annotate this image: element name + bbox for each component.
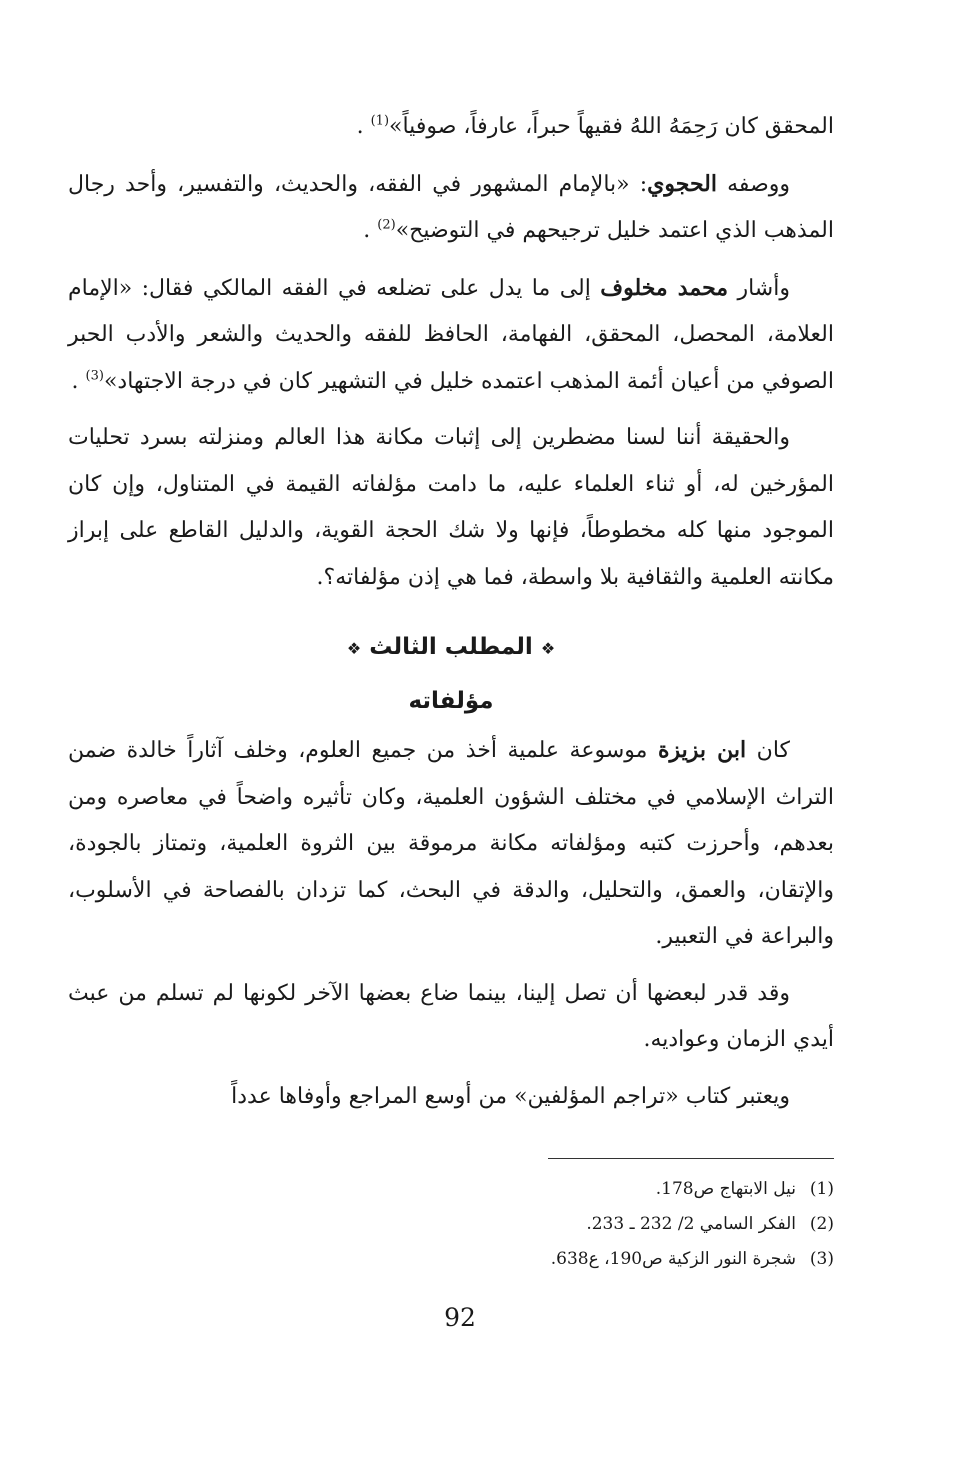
- paragraph-2-text: : «بالإمام المشهور في الفقه، والحديث، والتفسير، وأحد رجال المذهب الذي اعتمد خليل ترجيحهم في التوضيح»: [68, 171, 834, 243]
- footnote-ref-3[interactable]: (3): [85, 368, 104, 384]
- footnote-ref-1[interactable]: (1): [370, 113, 390, 129]
- paragraph-5-text: موسوعة علمية أخذ من جميع العلوم، وخلف آثاراً خالدة ضمن التراث الإسلامي في مختلف الشؤون العلمية، وكان تأثيره واضحاً في معاصره ومن بعدهم، وأحرزت كتبه ومؤلفاته مكانة مرموقة بين الثروة العلمية، وتمتاز بالجودة، والإتقان، والعمق، والتحليل، والدقة في البحث، كما تزدان بالفصاحة في الأسلوب، والبراعة في التعبير.: [68, 738, 834, 949]
- footnotes: [234, 1172, 834, 1277]
- section-subtitle: مؤلفاته: [408, 688, 494, 714]
- paragraph-3-end: .: [71, 368, 79, 394]
- footnote-ref-2[interactable]: (2): [377, 217, 396, 233]
- person-name-makhlouf: محمد مخلوف: [600, 274, 729, 301]
- ornament-icon: ❖: [346, 639, 362, 658]
- paragraph-5-lead: كان: [756, 738, 790, 763]
- paragraph-3: [68, 265, 834, 406]
- person-name-ibn-buzayza: ابن بزيزة: [657, 737, 747, 763]
- section-heading: [68, 627, 834, 669]
- page-body: [68, 104, 834, 1130]
- footnote-number: (3): [809, 1249, 834, 1269]
- footnote-2: [234, 1207, 834, 1242]
- paragraph-4: والحقيقة أننا لسنا مضطرين إلى إثبات مكانة هذا العالم ومنزلته بسرد تحليات المؤرخين له، أو ثناء العلماء عليه، ما دامت مؤلفاته القيمة في المتناول، وإن كان الموجود منها كله مخطوطاً، فإنها ولا شك الحجة القوية، والدليل القاطع على إبراز مكانته العلمية والثقافية بلا واسطة، فما هي إذن مؤلفاته؟.: [68, 425, 834, 590]
- footnote-1: [234, 1172, 834, 1207]
- footnote-text: نيل الابتهاج ص178.: [655, 1179, 796, 1199]
- footnote-number: (1): [809, 1179, 834, 1199]
- paragraph-7: ويعتبر كتاب «تراجم المؤلفين» من أوسع المراجع وأوفاها عدداً: [231, 1083, 790, 1109]
- paragraph-6: وقد قدر لبعضها أن تصل إلينا، بينما ضاع بعضها الآخر لكونها لم تسلم من عبث أيدي الزمان وعواديه.: [68, 980, 834, 1052]
- paragraph-1-end: .: [356, 114, 364, 139]
- person-name-hajwi: الحجوي: [647, 170, 717, 197]
- paragraph-2-lead: ووصفه: [727, 171, 790, 197]
- footnote-number: (2): [809, 1214, 834, 1234]
- paragraph-2-end: .: [363, 218, 371, 243]
- ornament-icon: ❖: [540, 639, 556, 658]
- footnote-divider: [548, 1158, 834, 1159]
- footnote-3: [234, 1242, 834, 1277]
- paragraph-1-text: المحقق كان رَحِمَهُ اللهُ فقيهاً حبراً، عارفاً، صوفياً»: [389, 114, 834, 139]
- footnote-text: الفكر السامي 2/ 232 ـ 233.: [586, 1214, 796, 1234]
- section-title: المطلب الثالث: [369, 634, 533, 660]
- page-number: 92: [444, 1303, 476, 1332]
- paragraph-5: [68, 727, 834, 961]
- paragraph-2: [68, 161, 834, 255]
- paragraph-1: [68, 104, 834, 151]
- paragraph-3-lead: وأشار: [737, 275, 790, 301]
- paragraph-3-text: إلى ما يدل على تضلعه في الفقه المالكي فقال: «الإمام العلامة، المحصل، المحقق، الفهامة، الحافظ للفقه والحديث والشعر والأدب الحبر الصوفي من أعيان أئمة المذهب اعتمده خليل في التشهير كان في درجة الاجتهاد»: [68, 275, 834, 394]
- footnote-text: شجرة النور الزكية ص190، ع638.: [550, 1249, 796, 1269]
